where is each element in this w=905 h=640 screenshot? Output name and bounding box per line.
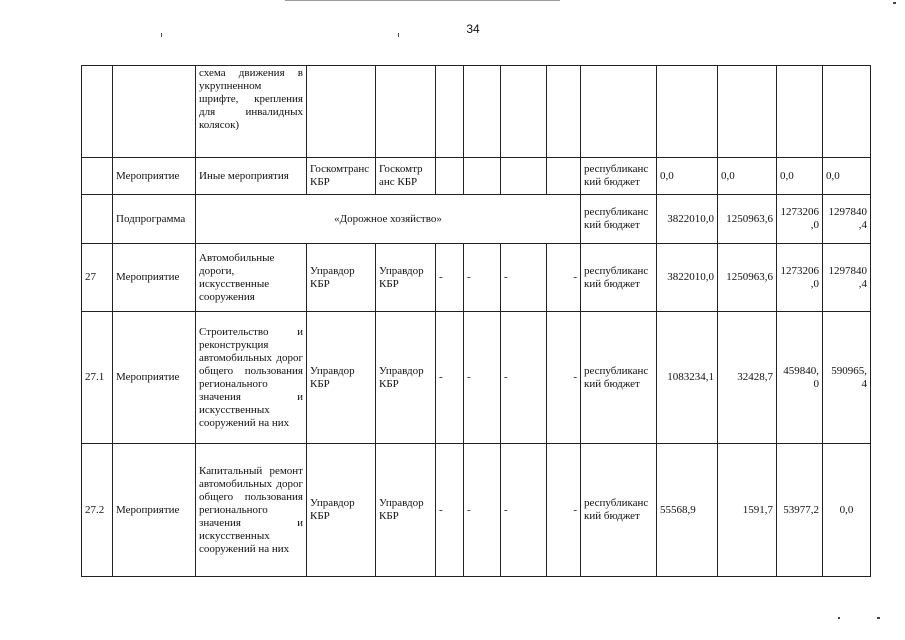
- value-cell: 1297840 ,4: [823, 244, 871, 312]
- indicator-cell: -: [547, 244, 581, 312]
- executor-cell: Управдор КБР: [307, 244, 376, 312]
- value-cell: 0,0: [823, 158, 871, 195]
- kind-cell: Мероприятие: [113, 444, 196, 577]
- indicator-cell: -: [501, 444, 547, 577]
- value-cell: 53977,2: [777, 444, 823, 577]
- indicator-cell: -: [501, 312, 547, 444]
- indicator-cell: -: [464, 444, 501, 577]
- value-cell: 0,0: [777, 158, 823, 195]
- top-rule: [285, 0, 560, 1]
- kind-cell: Мероприятие: [113, 312, 196, 444]
- num-cell: [82, 195, 113, 244]
- indicator-cell: -: [547, 444, 581, 577]
- indicator-cell: [547, 158, 581, 195]
- page-number: 34: [466, 22, 480, 36]
- indicator-cell: [436, 66, 464, 158]
- value-cell: 0,0: [823, 444, 871, 577]
- coexecutor-cell: Управдор КБР: [376, 444, 436, 577]
- executor-cell: Госкомтранс КБР: [307, 158, 376, 195]
- value-cell: [657, 66, 718, 158]
- value-cell: [718, 66, 777, 158]
- description-cell: Строительство и реконструкция автомобильных дорог общего пользования регионального значения и искусственных сооружений на них: [196, 312, 307, 444]
- description-cell: схема движения в укрупненном шрифте, крепления для инвалидных колясок): [196, 66, 307, 158]
- executor-cell: Управдор КБР: [307, 312, 376, 444]
- table-row: [82, 444, 871, 577]
- indicator-cell: -: [436, 312, 464, 444]
- value-cell: 3822010,0: [657, 244, 718, 312]
- source-cell: республиканс кий бюджет: [581, 244, 657, 312]
- value-cell: 1273206 ,0: [777, 195, 823, 244]
- value-cell: [777, 66, 823, 158]
- source-cell: республиканс кий бюджет: [581, 312, 657, 444]
- coexecutor-cell: Госкомтр анс КБР: [376, 158, 436, 195]
- num-cell: 27: [82, 244, 113, 312]
- kind-cell: Мероприятие: [113, 158, 196, 195]
- table-row: [82, 244, 871, 312]
- value-cell: 0,0: [718, 158, 777, 195]
- value-cell: 590965, 4: [823, 312, 871, 444]
- source-cell: республиканс кий бюджет: [581, 195, 657, 244]
- indicator-cell: -: [501, 244, 547, 312]
- indicator-cell: -: [436, 444, 464, 577]
- num-cell: 27.2: [82, 444, 113, 577]
- value-cell: 1250963,6: [718, 195, 777, 244]
- source-cell: [581, 66, 657, 158]
- executor-cell: [307, 66, 376, 158]
- description-cell: Иные мероприятия: [196, 158, 307, 195]
- kind-cell: Мероприятие: [113, 244, 196, 312]
- table-row: [82, 195, 871, 244]
- scan-speck: [161, 33, 162, 37]
- source-cell: республиканс кий бюджет: [581, 158, 657, 195]
- table-row: [82, 312, 871, 444]
- indicator-cell: -: [436, 244, 464, 312]
- scan-speck: [398, 33, 399, 37]
- indicator-cell: [464, 158, 501, 195]
- indicator-cell: -: [464, 244, 501, 312]
- value-cell: 1297840 ,4: [823, 195, 871, 244]
- num-cell: 27.1: [82, 312, 113, 444]
- value-cell: 0,0: [657, 158, 718, 195]
- value-cell: 1250963,6: [718, 244, 777, 312]
- indicator-cell: -: [464, 312, 501, 444]
- program-table: [81, 65, 871, 577]
- coexecutor-cell: Управдор КБР: [376, 312, 436, 444]
- indicator-cell: [501, 158, 547, 195]
- description-cell: Капитальный ремонт автомобильных дорог общего пользования регионального значения и искусственных сооружений на них: [196, 444, 307, 577]
- value-cell: [823, 66, 871, 158]
- value-cell: 1273206 ,0: [777, 244, 823, 312]
- value-cell: 3822010,0: [657, 195, 718, 244]
- scan-speck: [893, 2, 896, 4]
- num-cell: [82, 158, 113, 195]
- value-cell: 32428,7: [718, 312, 777, 444]
- value-cell: 1591,7: [718, 444, 777, 577]
- scan-speck: [877, 617, 880, 619]
- scan-speck: [838, 617, 840, 619]
- indicator-cell: [464, 66, 501, 158]
- kind-cell: Подпрограмма: [113, 195, 196, 244]
- executor-cell: Управдор КБР: [307, 444, 376, 577]
- value-cell: 55568,9: [657, 444, 718, 577]
- value-cell: 459840, 0: [777, 312, 823, 444]
- subprogram-title-cell: «Дорожное хозяйство»: [196, 195, 581, 244]
- indicator-cell: [547, 66, 581, 158]
- coexecutor-cell: Управдор КБР: [376, 244, 436, 312]
- value-cell: 1083234,1: [657, 312, 718, 444]
- source-cell: республиканс кий бюджет: [581, 444, 657, 577]
- description-cell: Автомобильные дороги, искусственные сооружения: [196, 244, 307, 312]
- table-row: [82, 158, 871, 195]
- indicator-cell: [436, 158, 464, 195]
- indicator-cell: [501, 66, 547, 158]
- kind-cell: [113, 66, 196, 158]
- num-cell: [82, 66, 113, 158]
- table-row: [82, 66, 871, 158]
- coexecutor-cell: [376, 66, 436, 158]
- indicator-cell: -: [547, 312, 581, 444]
